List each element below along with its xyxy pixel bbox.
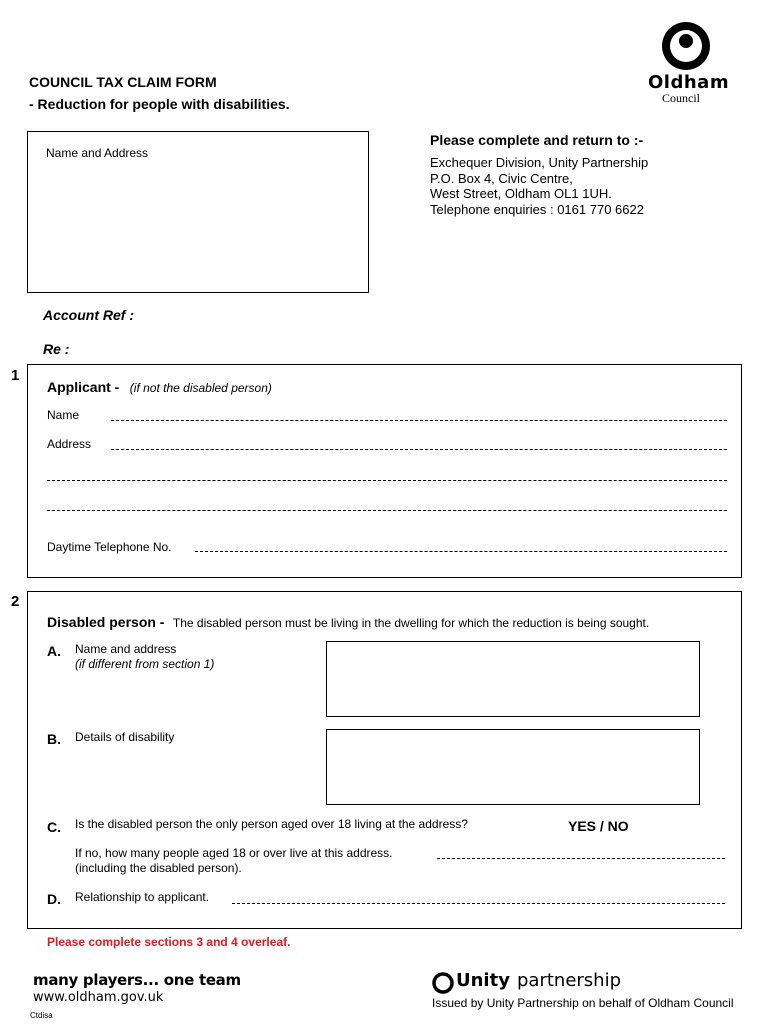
- item-a-letter: A.: [47, 643, 61, 659]
- item-b-letter: B.: [47, 731, 61, 747]
- section-2-number: 2: [11, 593, 20, 610]
- applicant-heading: [47, 379, 272, 397]
- form-title: COUNCIL TAX CLAIM FORM: [29, 74, 217, 90]
- oldham-ring-icon: [640, 20, 730, 74]
- footer-website[interactable]: www.oldham.gov.uk: [33, 990, 164, 1005]
- return-line: Exchequer Division, Unity Partnership: [430, 155, 649, 170]
- section-1-number: 1: [11, 367, 20, 384]
- item-d-label: Relationship to applicant.: [75, 890, 210, 904]
- return-line: Telephone enquiries : 0161 770 6622: [430, 202, 644, 217]
- applicant-address-field[interactable]: [111, 449, 727, 450]
- disabled-name-address-box[interactable]: [326, 641, 700, 717]
- issued-by-text: Issued by Unity Partnership on behalf of Oldham Council: [432, 996, 734, 1010]
- item-c-label: Is the disabled person the only person aged over 18 living at the address?: [75, 817, 468, 831]
- disabled-heading-note: The disabled person must be living in the dwelling for which the reduction is being sought.: [172, 616, 650, 630]
- item-c-letter: C.: [47, 819, 61, 835]
- disabled-heading-text: Disabled person -: [47, 614, 165, 630]
- form-code: Ctdisa: [30, 1011, 53, 1020]
- applicant-name-label: Name: [47, 408, 80, 422]
- applicant-name-field[interactable]: [111, 420, 727, 421]
- form-subtitle: - Reduction for people with disabilities.: [29, 96, 290, 112]
- relationship-field[interactable]: [232, 903, 725, 904]
- item-d-letter: D.: [47, 891, 61, 907]
- item-c-followup-note: (including the disabled person).: [75, 861, 242, 875]
- item-b-label: Details of disability: [75, 730, 175, 744]
- return-line: West Street, Oldham OL1 1UH.: [430, 186, 612, 201]
- applicant-address-field[interactable]: [47, 510, 727, 511]
- item-a-note: (if different from section 1): [75, 657, 215, 671]
- logo-name: Oldham: [648, 72, 730, 93]
- people-count-field[interactable]: [437, 858, 725, 859]
- disability-details-box[interactable]: [326, 729, 700, 805]
- overleaf-note: Please complete sections 3 and 4 overleaf.: [47, 935, 291, 949]
- item-c-followup: If no, how many people aged 18 or over live at this address.: [75, 846, 393, 860]
- applicant-address-label: Address: [47, 437, 92, 451]
- return-line: P.O. Box 4, Civic Centre,: [430, 171, 573, 186]
- applicant-heading-text: Applicant -: [47, 379, 120, 395]
- account-ref-label: Account Ref :: [43, 307, 134, 323]
- yes-no-option[interactable]: YES / NO: [568, 818, 629, 834]
- footer-slogan: many players... one team: [33, 971, 241, 989]
- return-heading: Please complete and return to :-: [430, 132, 644, 148]
- daytime-phone-field[interactable]: [195, 551, 727, 552]
- re-label: Re :: [43, 341, 70, 357]
- oldham-logo: [640, 20, 730, 110]
- unity-light-text: partnership: [517, 970, 622, 991]
- applicant-heading-note: (if not the disabled person): [129, 381, 272, 395]
- name-address-label: Name and Address: [46, 146, 149, 160]
- daytime-phone-label: Daytime Telephone No.: [47, 540, 172, 554]
- applicant-address-field[interactable]: [47, 480, 727, 481]
- item-a-label: Name and address: [75, 642, 177, 656]
- disabled-person-heading: [47, 614, 649, 632]
- logo-sub: Council: [662, 91, 700, 105]
- unity-bold-text: Unity: [456, 970, 510, 991]
- unity-ring-icon: [432, 972, 454, 994]
